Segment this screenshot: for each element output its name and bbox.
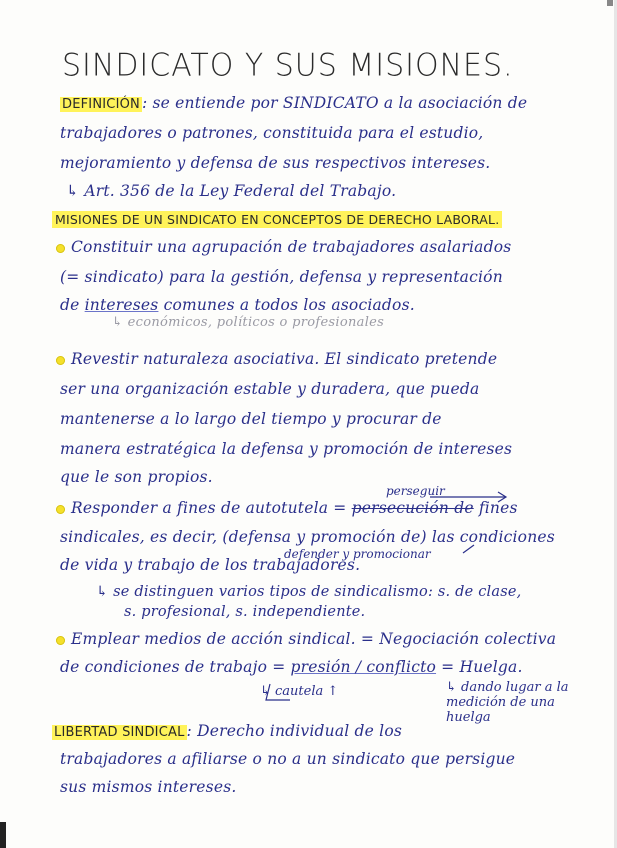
bullet-1-text-1: Constituir una agrupación de trabajadores asalariados (71, 238, 512, 256)
definition-text-1: : se entiende por SINDICATO a la asociación de (141, 94, 528, 112)
bullet-3-text-1a: Responder a fines de autotutela = (71, 499, 352, 517)
bullet-3-text-1b: fines (473, 499, 518, 517)
bullet-3-line-2-note: defender y promocionar (284, 547, 431, 561)
definition-line-3: mejoramiento y defensa de sus respectivos intereses. (60, 154, 491, 172)
bullet-2-text-1: Revestir naturaleza asociativa. El sindicato pretende (71, 350, 498, 368)
bullet-3-sub-2: s. profesional, s. independiente. (124, 604, 366, 620)
definition-line-2: trabajadores o patrones, constituida para el estudio, (60, 124, 484, 142)
bullet-1-text-3b: comunes a todos los asociados. (158, 296, 415, 314)
scan-corner-mark (0, 822, 6, 848)
page-title: SINDICATO Y SUS MISIONES. (62, 47, 514, 84)
bullet-3-struck-text: persecución de (351, 499, 474, 517)
bullet-1-line-2: (= sindicato) para la gestión, defensa y representación (60, 268, 503, 286)
bullet-2-line-5: que le son propios. (60, 468, 213, 486)
bullet-1-note: ↳ económicos, políticos o profesionales (112, 315, 385, 330)
bullet-4-text-2a: de condiciones de trabajo = (60, 658, 291, 676)
missions-header: MISIONES DE UN SINDICATO EN CONCEPTOS DE DERECHO LABORAL. (52, 211, 502, 228)
bullet-3-line-3: de vida y trabajo de los trabajadores. (60, 556, 361, 574)
freedom-line-3: sus mismos intereses. (60, 778, 237, 796)
definition-label: DEFINICIÓN (62, 97, 140, 112)
bullet-2-line-2: ser una organización estable y duradera, que pueda (60, 380, 480, 398)
bullet-3-above-note: perseguir (386, 484, 445, 498)
bullet-3-sub-1: ↳ se distinguen varios tipos de sindicalismo: s. de clase, (96, 584, 522, 600)
bullet-4-text-2b: = Huelga. (436, 658, 523, 676)
bullet-3-line-2: sindicales, es decir, (defensa y promoción de) las condiciones (60, 528, 555, 546)
definition-reference: ↳ Art. 356 de la Ley Federal del Trabajo. (66, 182, 397, 200)
bullet-2-line-3: mantenerse a lo largo del tiempo y procurar de (60, 410, 442, 428)
bullet-4-note-left: ↳ cautela ↑ (260, 684, 339, 699)
bullet-1-underlined-word: intereses (84, 296, 159, 314)
bullet-4-note-right: ↳ dando lugar a la medición de una huelga (446, 680, 569, 725)
freedom-line-2: trabajadores a afiliarse o no a un sindicato que persigue (60, 750, 516, 768)
bullet-1-text-3a: de (60, 296, 85, 314)
bullet-4-underlined-text: presión / conflicto (290, 658, 437, 676)
freedom-label: LIBERTAD SINDICAL (54, 725, 185, 740)
bullet-4-text-1: Emplear medios de acción sindical. = Negociación colectiva (71, 630, 557, 648)
scan-corner-mark (607, 0, 613, 6)
bullet-2-line-4: manera estratégica la defensa y promoción de intereses (60, 440, 513, 458)
freedom-text-1: : Derecho individual de los (186, 722, 403, 740)
